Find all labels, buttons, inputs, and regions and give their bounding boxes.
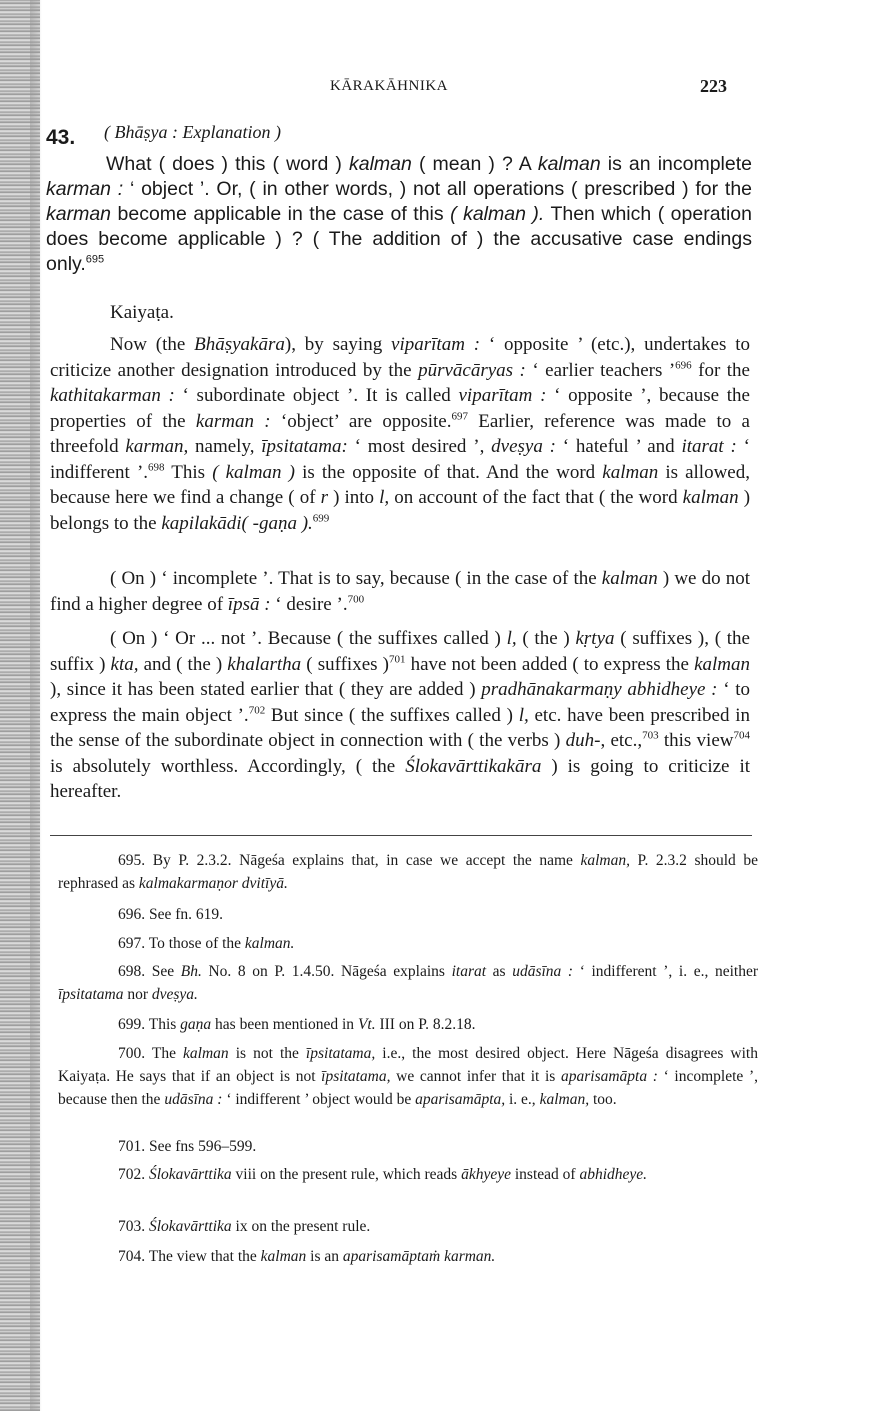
footnote-ref: 697 [451, 410, 468, 423]
term: karman [46, 203, 112, 225]
footnote-ref: 698 [148, 461, 165, 474]
text: viii on the present rule, which reads [231, 1166, 462, 1183]
term: īpsitatama, [305, 1045, 376, 1062]
text: ‘ desire ’. [270, 593, 348, 615]
term: kalman [183, 1045, 229, 1062]
text: as [486, 963, 513, 980]
text: Now (the [110, 334, 195, 355]
term: r [320, 487, 329, 508]
text: this view [658, 730, 734, 751]
term: aparisamāpta : [560, 1068, 658, 1085]
term: kalman [694, 653, 750, 675]
text: is not the [228, 1045, 306, 1062]
text: ( the ) [516, 628, 576, 649]
term: kalman [260, 1248, 307, 1265]
term: ( kalman ). [450, 203, 545, 225]
text: i.e., the most desired object. Here Nāgeśa disagrees with Kaiyaṭa. He says that if an object is not [58, 1045, 758, 1085]
text: ‘ hateful ’ and [555, 436, 682, 457]
term: kalman [602, 461, 659, 483]
term: abhidheye. [579, 1166, 648, 1183]
text: The [145, 1045, 184, 1062]
term: kalman [601, 568, 658, 589]
text: too. [589, 1091, 617, 1108]
footnote-696 [58, 903, 758, 926]
text: See fn. 619. [145, 906, 224, 923]
term: Vt. [357, 1016, 376, 1033]
footnote-number: 701. [118, 1138, 146, 1155]
term: Ślokavārttika [149, 1218, 232, 1235]
text: ‘ object ’. Or, ( in other words, ) not all operations ( prescribed ) for the [123, 178, 753, 200]
term: pūrvācāryas : [418, 359, 526, 381]
text: III on P. 8.2.18. [375, 1016, 476, 1033]
footnote-divider [50, 835, 752, 836]
footnote-number: 704. [118, 1248, 146, 1265]
footnote-number: 699. [118, 1016, 146, 1033]
term: viparītam : [391, 334, 481, 355]
footnote-ref: 702 [248, 704, 266, 717]
footnote-ref: 701 [388, 653, 406, 666]
term: kalman [682, 487, 739, 508]
text: nor [123, 986, 152, 1003]
term: udāsīna : [164, 1091, 223, 1108]
footnote-number: 698. [118, 963, 146, 980]
paragraph-or-not [50, 626, 750, 805]
footnote-number: 703. [118, 1218, 146, 1235]
footnote-702 [58, 1163, 758, 1186]
text: ( On ) ‘ Or ... not ’. Because ( the suffixes called ) [110, 628, 507, 649]
text: has been mentioned in [211, 1016, 358, 1033]
paragraph-now [50, 332, 750, 536]
footnote-number: 700. [118, 1045, 146, 1062]
text: ) belongs to the [50, 487, 751, 534]
text: ), by saying [284, 334, 392, 355]
term: pradhānakarmaṇy abhidheye : [481, 679, 718, 700]
text: instead of [510, 1166, 580, 1183]
term: itarat : [681, 436, 737, 457]
text: Earlier, reference was made to a threefold [50, 410, 750, 457]
footnote-703 [58, 1215, 758, 1238]
term: l, [506, 628, 517, 649]
text: To those of the [145, 935, 245, 952]
text: etc. have been prescribed in the sense of the subordinate object in connection with ( the verbs ) [50, 704, 751, 751]
text: The view that the [145, 1248, 261, 1265]
text: ) into [328, 487, 380, 508]
term: karman : [195, 410, 271, 432]
term: īpsitatama: [261, 436, 348, 457]
section-number: 43. [46, 126, 76, 149]
text: is allowed, because here we find a change ( of [50, 461, 750, 508]
term: udāsīna : [512, 963, 574, 980]
footnote-701 [58, 1135, 758, 1158]
text: ‘ to express the main object ’. [50, 679, 751, 726]
term: dveṣya : [491, 436, 556, 457]
text: ‘ opposite ’ (etc.), undertakes to criticize another designation introduced by the [50, 334, 750, 381]
text: for the [691, 359, 750, 381]
text: ‘ subordinate object ’. It is called [174, 385, 459, 406]
text: See fns 596–599. [145, 1138, 257, 1155]
kaiyata-heading: Kaiyaṭa. [110, 302, 174, 323]
text: and ( the ) [138, 653, 228, 675]
paragraph-incomplete [50, 566, 750, 617]
footnote-ref: 700 [347, 593, 365, 606]
term: kalman [349, 153, 412, 175]
term: aparisamāptaṁ karman. [342, 1248, 496, 1265]
text: ) is going to criticize it hereafter. [50, 755, 751, 802]
text: become applicable in the case of this [111, 203, 451, 225]
text: ‘ incomplete ’, because then the [58, 1068, 758, 1108]
page-number: 223 [700, 76, 727, 96]
term: duh- [565, 730, 601, 751]
text: ) we do not find a higher degree of [50, 568, 751, 615]
text: This [164, 461, 213, 483]
term: Ślokavārttika [149, 1166, 232, 1183]
term: kathitakarman : [50, 385, 175, 406]
term: kta, [110, 653, 139, 675]
term: khalartha [227, 653, 302, 675]
footnote-698 [58, 960, 758, 1006]
term: itarat [451, 963, 487, 980]
text: ( mean ) ? A [411, 153, 538, 175]
text: ( suffixes ), ( the suffix ) [50, 628, 750, 675]
footnote-695 [58, 849, 758, 895]
term: dveṣya. [151, 986, 198, 1003]
text: is absolutely worthless. Accordingly, ( the [50, 755, 406, 777]
text: we cannot infer that it is [390, 1068, 561, 1085]
term: īpsitatama [58, 986, 124, 1003]
footnote-number: 695. [118, 852, 146, 869]
text: is an incomplete [600, 153, 752, 175]
footnote-704 [58, 1245, 758, 1268]
term: Bh. [180, 963, 202, 980]
term: viparītam : [458, 385, 547, 406]
text: See [145, 963, 181, 980]
text: i. e., [505, 1091, 540, 1108]
footnote-700 [58, 1042, 758, 1111]
text: ‘ indifferent ’. [50, 436, 750, 483]
bhasya-paragraph [46, 152, 752, 277]
footnote-number: 696. [118, 906, 146, 923]
footnote-ref: 699 [312, 512, 330, 525]
text: ), since it has been stated earlier that ( they are added ) [50, 679, 482, 700]
running-header-title: KĀRAKĀHNIKA [330, 78, 448, 94]
footnote-ref: 703 [642, 729, 659, 742]
text: ( On ) ‘ incomplete ’. That is to say, because ( in the case of the [110, 568, 602, 589]
footnote-697 [58, 932, 758, 955]
term: kṛtya [575, 628, 615, 649]
text: ‘ indifferent ’ object would be [222, 1091, 416, 1108]
text: P. 2.3.2 should be rephrased as [58, 852, 758, 892]
text: namely, [188, 436, 262, 457]
term: karman : [46, 178, 124, 200]
term: Bhāṣyakāra [194, 334, 285, 355]
term: īpsā : [227, 593, 271, 615]
term: kalman [537, 153, 601, 175]
term: kalman, [539, 1091, 590, 1108]
text: By P. 2.3.2. Nāgeśa explains that, in case we accept the name [145, 852, 581, 869]
section-title: ( Bhāṣya : Explanation ) [104, 122, 281, 142]
term: l, [379, 487, 390, 508]
footnote-ref: 695 [85, 253, 105, 266]
text: ( suffixes ) [301, 653, 389, 675]
footnote-ref: 696 [675, 359, 692, 372]
text: ‘ opposite ’, because the properties of the [50, 385, 750, 432]
text: What ( does ) this ( word ) [106, 153, 349, 175]
text: Then which ( operation does become applicable ) ? ( The addition of ) the accusative case endings only. [46, 203, 752, 275]
term: kalman. [244, 935, 295, 952]
term: īpsitatama, [321, 1068, 391, 1085]
text: is an [306, 1248, 343, 1265]
term: karman, [125, 436, 189, 457]
term: kalmakarmaṇor dvitīyā. [138, 875, 288, 892]
term: kapilakādi( -gaṇa ). [161, 512, 313, 534]
footnote-699 [58, 1013, 758, 1036]
footnote-number: 697. [118, 935, 146, 952]
binding-shadow [30, 0, 42, 1411]
text: ‘ most desired ’, [347, 436, 492, 457]
term: ( kalman ) [212, 461, 295, 483]
term: gaṇa [180, 1016, 212, 1033]
term: kalman, [580, 852, 630, 869]
text: ‘ indifferent ’, i. e., neither [573, 963, 758, 980]
text: is the opposite of that. And the word [295, 461, 603, 483]
term: ākhyeye [461, 1166, 511, 1183]
footnote-number: 702. [118, 1166, 146, 1183]
text: This [145, 1016, 181, 1033]
text: on account of the fact that ( the word [389, 487, 683, 508]
text: ‘object’ are opposite. [270, 410, 452, 432]
term: l, [518, 704, 529, 726]
text: , etc., [600, 730, 643, 751]
text: No. 8 on P. 1.4.50. Nāgeśa explains [201, 963, 452, 980]
text: But since ( the suffixes called ) [265, 704, 519, 726]
footnote-ref: 704 [733, 729, 750, 742]
text: have not been added ( to express the [405, 653, 695, 675]
text: ‘ earlier teachers ’ [525, 359, 676, 381]
term: Ślokavārttikakāra [405, 755, 542, 777]
text: ix on the present rule. [231, 1218, 371, 1235]
term: aparisamāpta, [415, 1091, 506, 1108]
